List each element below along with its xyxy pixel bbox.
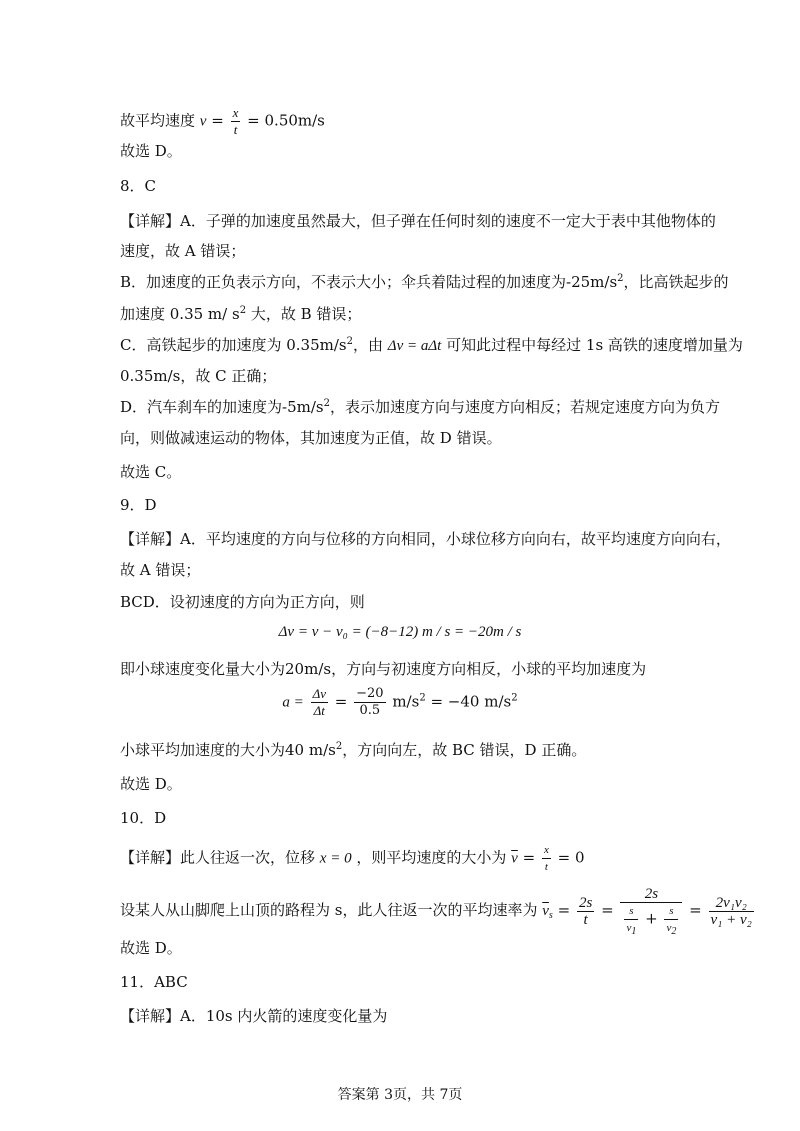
detail-line: 向，则做减速运动的物体，其加速度为正值，故 D 错误。 bbox=[120, 429, 502, 447]
answer-line: 故选 D。 bbox=[120, 775, 182, 793]
equation-acceleration: a = $\frac{\Delta v}{\Delta t}$ = $\frac{-20}{0.5}$ $m/s^2 = -40$ $m/s^2$ bbox=[282, 686, 518, 718]
fraction-2s-over-sum: 2s $\frac{s}{v_1}$ + $\frac{s}{v_2}$ bbox=[620, 886, 682, 936]
detail-line: B．加速度的正负表示方向，不表示大小；伞兵着陆过程的加速度为$-25m/s^2$，比高铁起步的 bbox=[120, 273, 729, 291]
numerator: x bbox=[232, 105, 239, 120]
detail-line: D．汽车刹车的加速度为$-5m/s^2$，表示加速度方向与速度方向相反；若规定速度方向为负方 bbox=[120, 398, 721, 416]
fraction-result: $\frac{\text{2v₁v₂}}{\text{v₁ + v₂}}$ bbox=[710, 894, 752, 928]
detail-line: 设某人从山脚爬上山顶的路程为 s，此人往返一次的平均速率为 $\overline{v}_s$ = $\frac{2s}{t}$ = 2s $\frac{s}{v_1}$ + $\frac{s}{v_2}$ = $\frac{\text{2v₁v₂}}{\text{v₁ + v₂}}$ bbox=[120, 886, 752, 937]
question-number: 11．ABC bbox=[120, 973, 188, 991]
fraction-x-over-t bbox=[231, 105, 241, 138]
fraction-x-over-t: $\frac{x}{t}$ bbox=[543, 844, 549, 873]
detail-line: 【详解】A．10s 内火箭的速度变化量为 bbox=[120, 1007, 388, 1025]
page-footer: 答案第 3页，共 7页 bbox=[337, 1087, 463, 1103]
answer-line: 故选 C。 bbox=[120, 463, 182, 481]
detail-line: 速度，故 A 错误； bbox=[120, 242, 246, 260]
detail-line: 小球平均加速度的大小为40 $m/s^2$，方向向左，故 BC 错误，D 正确。 bbox=[120, 741, 587, 759]
fraction-2s-over-t: $\frac{2s}{t}$ bbox=[578, 894, 593, 928]
detail-line: 即小球速度变化量大小为20m/s，方向与初速度方向相反，小球的平均加速度为 bbox=[120, 660, 647, 678]
question-number: 9．D bbox=[120, 496, 157, 514]
answer-line: 故选 D。 bbox=[120, 142, 182, 160]
detail-line: 加速度 0.35 m/ $s^2$ 大，故 B 错误； bbox=[120, 305, 362, 323]
detail-line: C．高铁起步的加速度为 $0.35m/s^2$，由 Δv = aΔt 可知此过程中每经过 1s 高铁的速度增加量为 bbox=[120, 336, 743, 354]
detail-line: 0.35m/s，故 C 正确； bbox=[120, 367, 277, 385]
detail-line: 故 A 错误； bbox=[120, 561, 201, 579]
denominator: t bbox=[233, 122, 238, 137]
detail-line: BCD．设初速度的方向为正方向，则 bbox=[120, 593, 365, 611]
equals: = bbox=[211, 111, 224, 130]
answer-line: 故选 D。 bbox=[120, 939, 182, 957]
question-number: 10．D bbox=[120, 809, 167, 827]
avg-velocity-line bbox=[120, 105, 325, 138]
question-number: 8．C bbox=[120, 177, 157, 195]
formula: Δv = aΔt bbox=[387, 338, 442, 354]
var-v: v bbox=[199, 113, 207, 130]
fraction-value: $\frac{-20}{0.5}$ bbox=[356, 686, 384, 718]
value: = 0.50m/s bbox=[247, 111, 325, 130]
detail-line: 【详解】A．平均速度的方向与位移的方向相同，小球位移方向向右，故平均速度方向向右， bbox=[120, 530, 731, 548]
text-prefix: 故平均速度 bbox=[120, 111, 196, 130]
equation-delta-v: Δv = v − v₀ = (−8−12) m / s = −20m / s bbox=[278, 624, 522, 640]
detail-line: 【详解】A．子弹的加速度虽然最大，但子弹在任何时刻的速度不一定大于表中其他物体的 bbox=[120, 212, 716, 230]
detail-line: 【详解】此人往返一次，位移 x = 0 ，则平均速度的大小为 $\overline{v}$ = $\frac{x}{t}$ = 0 bbox=[120, 844, 585, 873]
fraction-dv-dt: $\frac{\Delta v}{\Delta t}$ bbox=[312, 686, 326, 718]
